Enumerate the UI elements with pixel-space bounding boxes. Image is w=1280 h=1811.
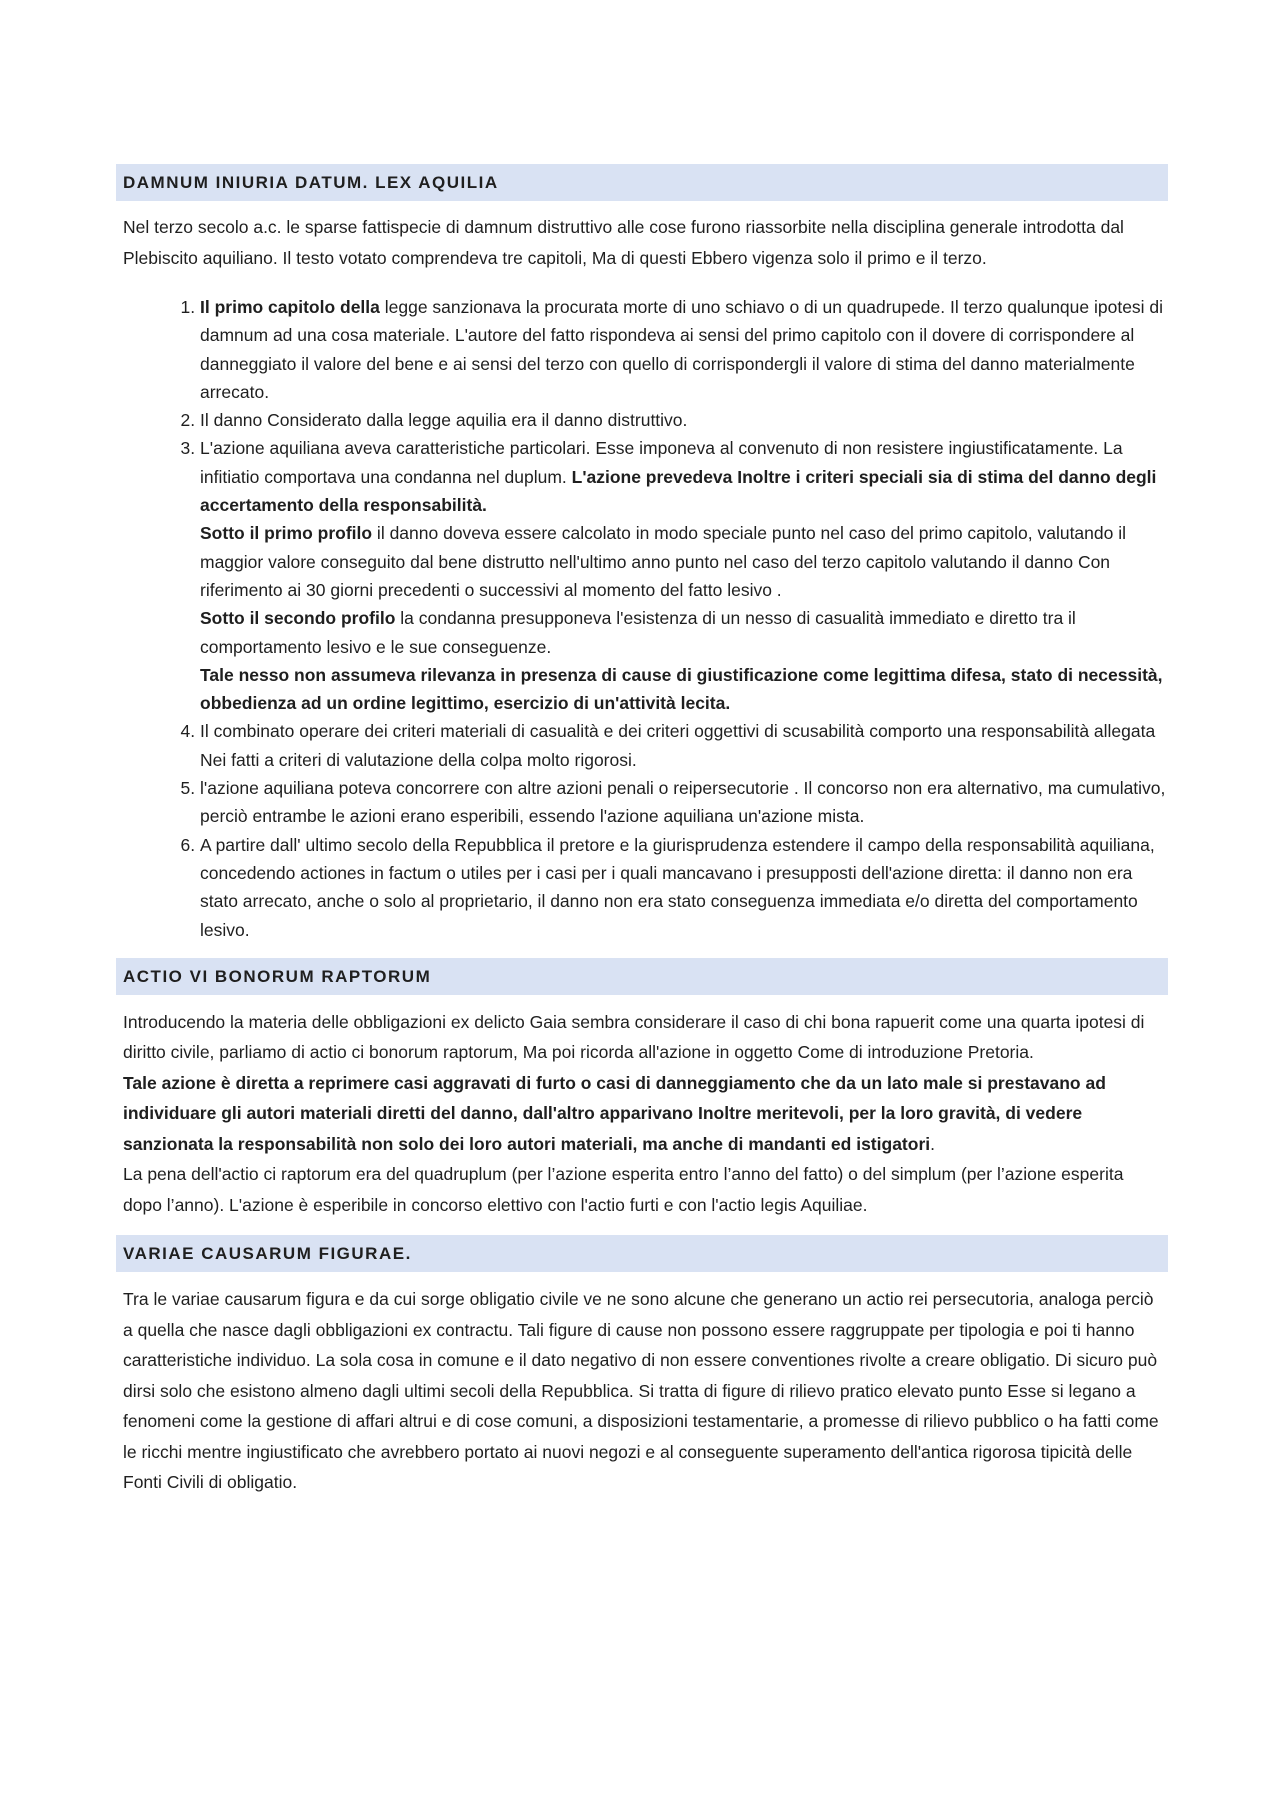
bold-statement: Tale nesso non assumeva rilevanza in presenza di cause di giustificazione come legittima difesa, stato di necessità, obbedienza ad un ordine legittimo, esercizio di un'attività lecita. (200, 664, 1163, 714)
list-item (200, 406, 1168, 434)
bold-statement: L'azione prevedeva Inoltre i criteri speciali sia di stima del danno degli accertamento della responsabilità. (200, 466, 1157, 516)
list-item-text: A partire dall' ultimo secolo della Repubblica il pretore e la giurisprudenza estendere il campo della responsabilità aquiliana, concedendo actiones in factum o utiles per i casi per i quali mancavano i presupposti dell'azione diretta: il danno non era stato arrecato, anche o solo al proprietario, il danno non era stato conseguenza immediata e/o diretta del comportamento lesivo. (200, 834, 1155, 940)
list-item-text: l'azione aquiliana poteva concorrere con altre azioni penali o reipersecutorie . Il concorso non era alternativo, ma cumulativo, perciò entrambe le azioni erano esperibili, essendo l'azione aquiliana un'azione mista. (200, 778, 1166, 827)
sub-paragraph-text: il danno doveva essere calcolato in modo speciale punto nel caso del primo capitolo, valutando il maggior valore conseguito dal bene distrutto nell'ultimo anno punto nel caso del terzo capitolo valutando il danno Con riferimento ai 30 giorni precedenti o successivi al momento del fatto lesivo . (200, 523, 1126, 600)
paragraph (116, 1068, 1168, 1160)
paragraph: Tra le variae causarum figura e da cui sorge obligatio civile ve ne sono alcune che generano un actio rei persecutoria, analoga perciò a quella che nasce dagli obbligazioni ex contractu. Tali figure di cause non possono essere raggruppate per tipologia e poi ti hanno caratteristiche individuo. La sola cosa in comune e il dato negativo di non essere conventiones rivolte a creare obligatio. Di sicuro può dirsi solo che esistono almeno dagli ultimi secoli della Repubblica. Si tratta di figure di rilievo pratico elevato punto Esse si legano a fenomeni come la gestione di affari altrui e di cose comuni, a disposizioni testamentarie, a promesse di rilievo pubblico o ha fatti come le ricchi mentre ingiustificato che avrebbero portato ai nuovi negozi e al conseguente superamento dell'antica rigorosa tipicità delle Fonti Civili di obligatio. (123, 1289, 1159, 1493)
section-intro-paragraph: Nel terzo secolo a.c. le sparse fattispecie di damnum distruttivo alle cose furono riassorbite nella disciplina generale introdotta dal Plebiscito aquiliano. Il testo votato comprendeva tre capitoli, Ma di questi Ebbero vigenza solo il primo e il terzo. (123, 217, 1124, 268)
sub-paragraph (200, 519, 1168, 604)
section-body (116, 1007, 1168, 1221)
bold-lead: Il primo capitolo della (200, 297, 380, 317)
paragraph: Introducendo la materia delle obbligazioni ex delicto Gaia sembra considerare il caso di chi bona rapuerit come una quarta ipotesi di diritto civile, parliamo di actio ci bonorum raptorum, Ma poi ricorda all'azione in oggetto Come di introduzione Pretoria. (123, 1011, 1145, 1063)
bold-statement: Tale azione è diretta a reprimere casi aggravati di furto o casi di danneggiamento che da un lato male si prestavano ad individuare gli autori materiali diretti del danno, dall'altro apparivano Inoltre meritevoli, per la loro gravità, di vedere sanzionata la responsabilità non solo dei loro autori materiali, ma anche di mandanti ed istigatori (123, 1072, 1106, 1154)
section-heading-variae: VARIAE CAUSARUM FIGURAE. (116, 1235, 1168, 1272)
list-item (200, 434, 1168, 717)
section-heading-actio: ACTIO VI BONORUM RAPTORUM (116, 958, 1168, 995)
sub-paragraph-text: la condanna presupponeva l'esistenza di un nesso di casualità immediato e diretto tra il comportamento lesivo e le sue conseguenze. (200, 608, 1076, 657)
list-item (200, 293, 1168, 406)
list-item-text: Il combinato operare dei criteri materiali di casualità e dei criteri oggettivi di scusabilità comporto una responsabilità allegata Nei fatti a criteri di valutazione della colpa molto rigorosi. (200, 721, 1156, 770)
paragraph: La pena dell'actio ci raptorum era del quadruplum (per l’azione esperita entro l’anno del fatto) o del simplum (per l’azione esperita dopo l’anno). L'azione è esperibile in concorso elettivo con l'actio furti e con l'actio legis Aquiliae. (123, 1164, 1124, 1215)
numbered-list (116, 293, 1168, 944)
section-heading-damnum: DAMNUM INIURIA DATUM. LEX AQUILIA (116, 164, 1168, 201)
paragraph-end: . (930, 1133, 935, 1154)
list-item (200, 717, 1168, 774)
bold-lead: Sotto il secondo profilo (200, 608, 396, 629)
list-item-text: Il danno Considerato dalla legge aquilia era il danno distruttivo. (200, 410, 688, 431)
list-item (200, 774, 1168, 831)
list-item-text: legge sanzionava la procurata morte di uno schiavo o di un quadrupede. Il terzo qualunque ipotesi di damnum ad una cosa materiale. L'autore del fatto rispondeva ai sensi del primo capitolo con il dovere di corrispondere al danneggiato il valore del bene e ai sensi del terzo con quello di corrispondergli il valore di stima del danno materialmente arrecato. (200, 297, 1164, 402)
bold-lead: Sotto il primo profilo (200, 523, 373, 544)
sub-paragraph (200, 604, 1168, 661)
list-item (200, 831, 1168, 944)
list-item-text: L'azione aquiliana aveva caratteristiche particolari. Esse imponeva al convenuto di non resistere ingiustificatamente. La infitiatio comportava una condanna nel duplum. (200, 438, 1123, 487)
